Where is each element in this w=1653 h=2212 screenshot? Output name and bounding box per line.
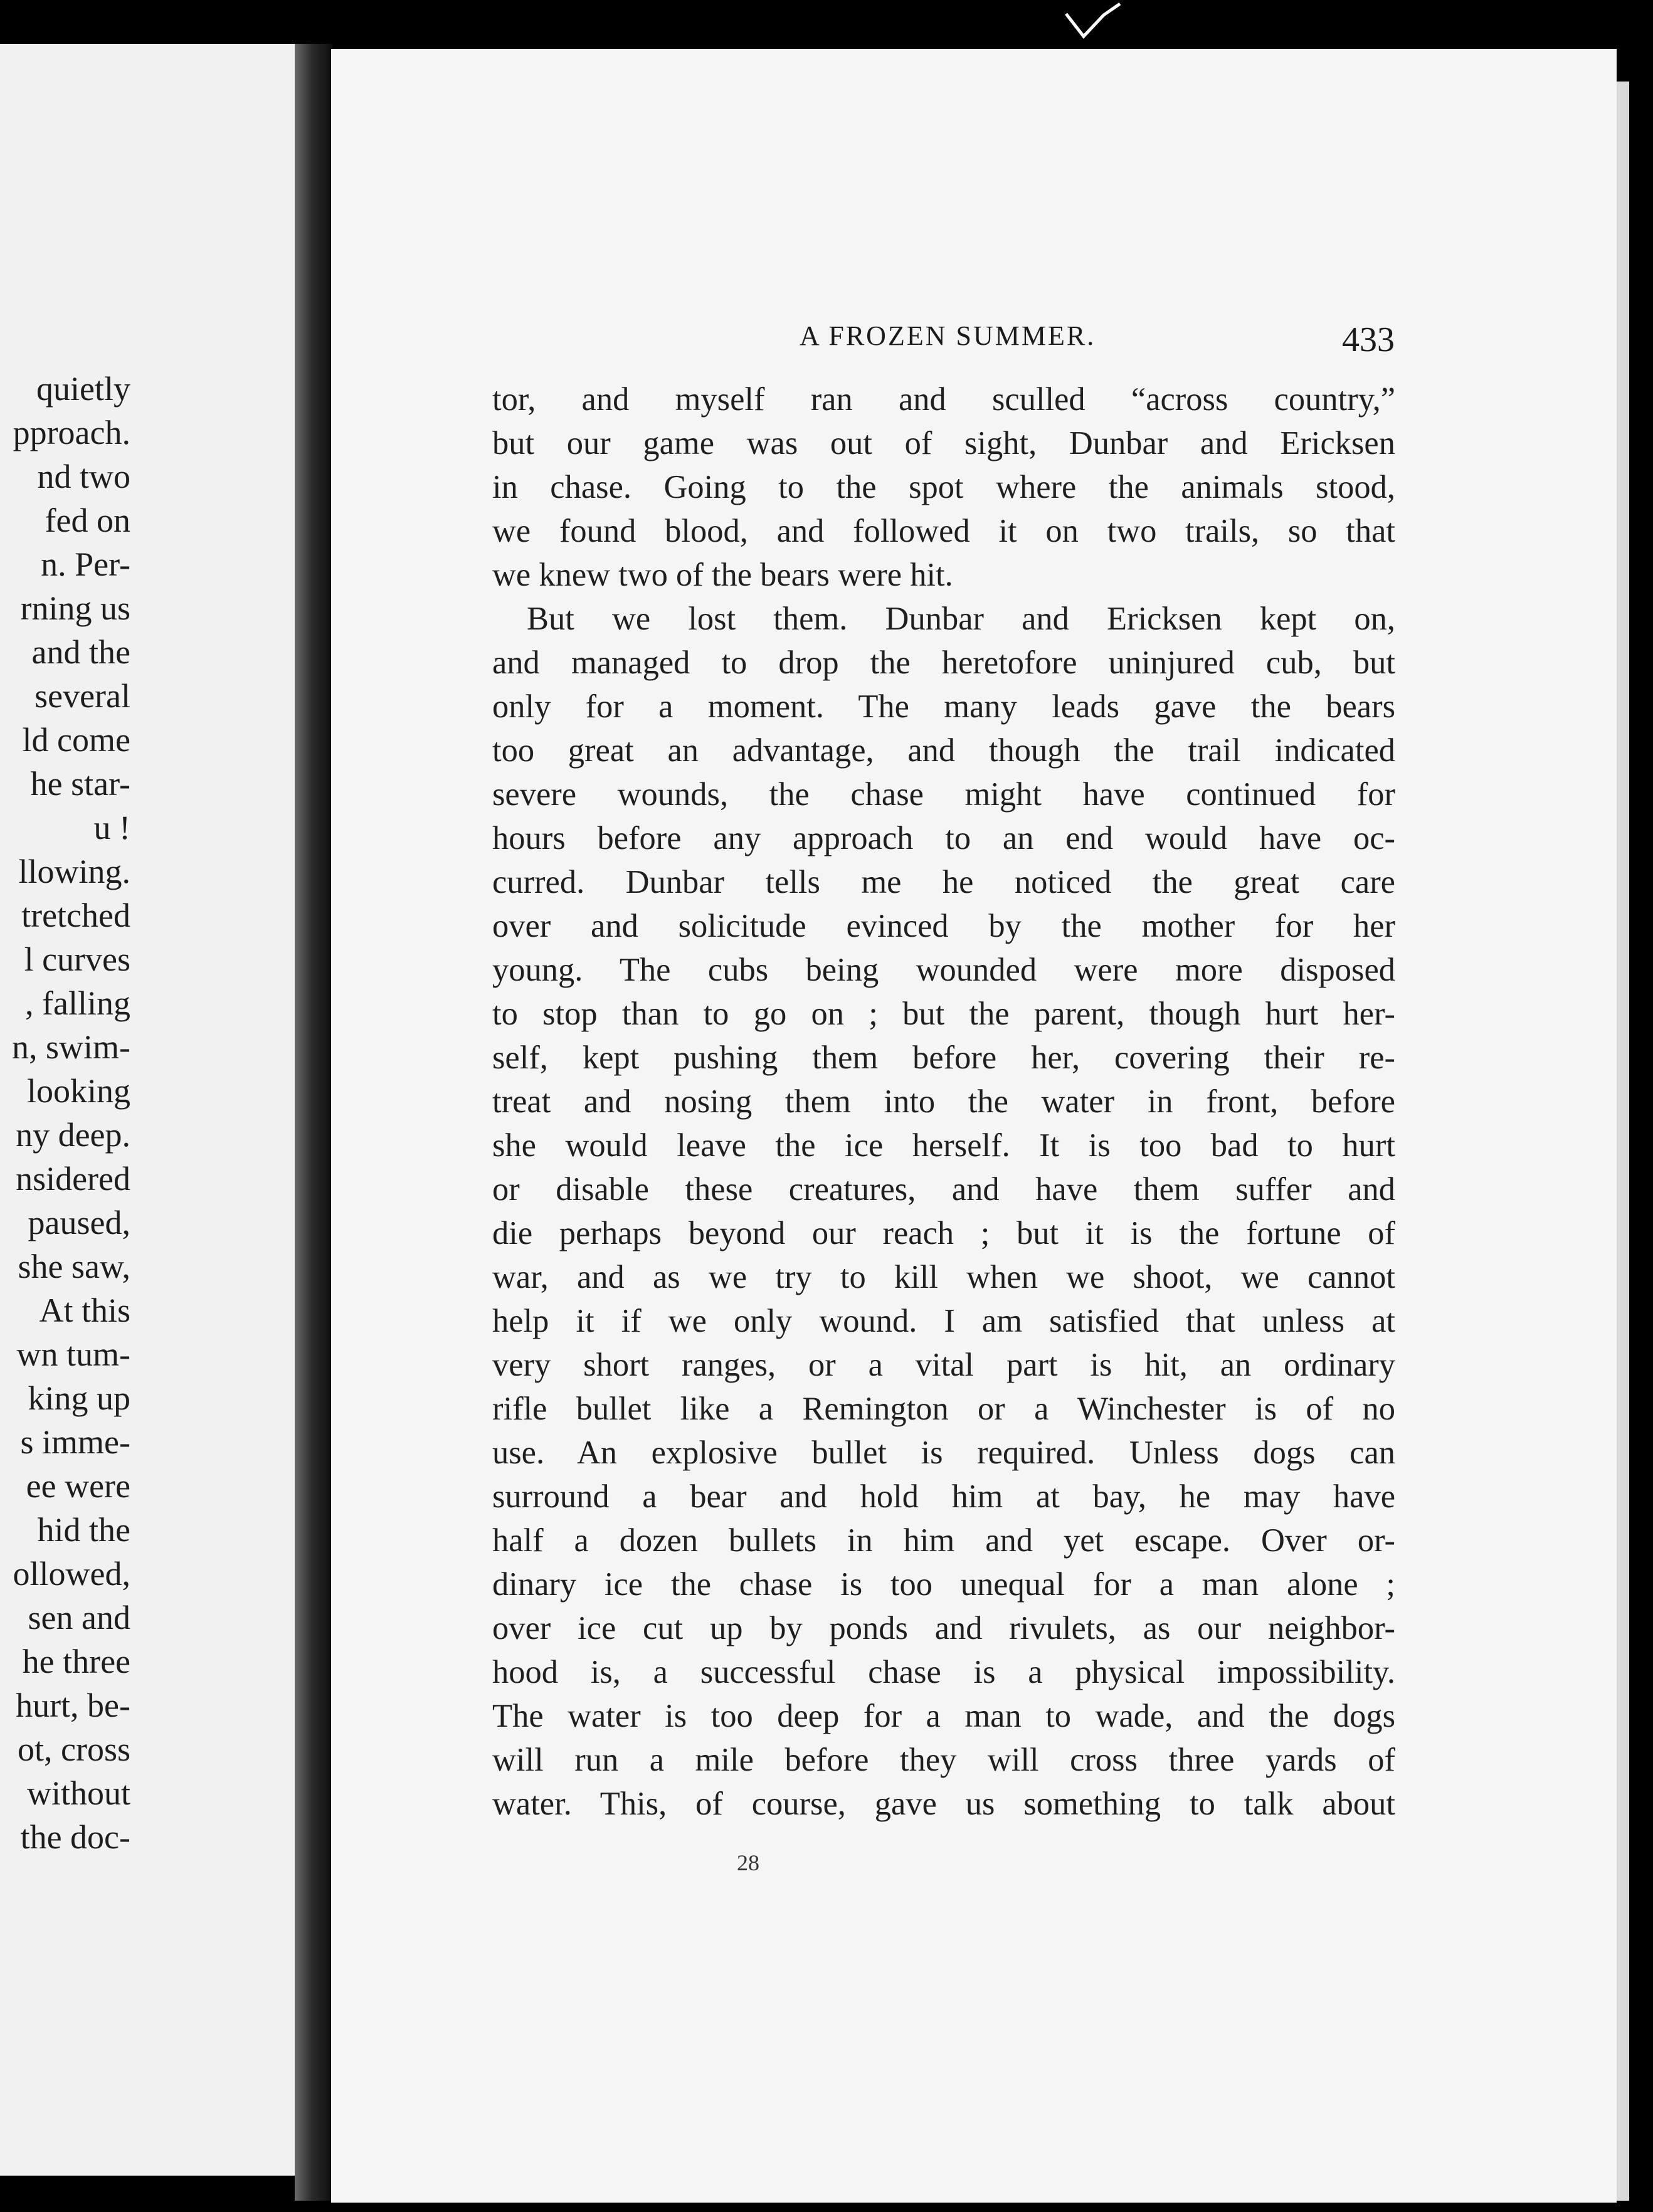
left-page-line: wn tum- bbox=[16, 1335, 130, 1373]
left-page-line: fed on bbox=[45, 502, 130, 539]
left-page-line: sen and bbox=[28, 1599, 130, 1636]
left-page-line: he three bbox=[22, 1643, 130, 1680]
text-line: treat and nosing them into the water in front, before bbox=[492, 1083, 1395, 1120]
left-page-line: hid the bbox=[37, 1511, 130, 1549]
left-page-line: ny deep. bbox=[16, 1116, 130, 1154]
text-line: we knew two of the bears were hit. bbox=[492, 557, 953, 593]
text-line: water. This, of course, gave us something to talk about bbox=[492, 1786, 1395, 1822]
left-page-line: paused, bbox=[28, 1204, 130, 1241]
text-line: she would leave the ice herself. It is too bad to hurt bbox=[492, 1127, 1395, 1164]
text-line: to stop than to go on ; but the parent, though hurt her- bbox=[492, 996, 1395, 1032]
text-line: tor, and myself ran and sculled “across country,” bbox=[492, 381, 1395, 418]
left-page-line: s imme- bbox=[20, 1423, 130, 1461]
text-line: and managed to drop the heretofore uninjured cub, but bbox=[492, 645, 1395, 681]
text-line: curred. Dunbar tells me he noticed the great care bbox=[492, 864, 1395, 900]
text-line: young. The cubs being wounded were more disposed bbox=[492, 952, 1395, 988]
page-number: 433 bbox=[1342, 320, 1395, 359]
left-page-line: looking bbox=[26, 1072, 130, 1110]
scan-check-mark bbox=[1060, 0, 1135, 44]
left-page-line: ollowed, bbox=[13, 1555, 130, 1593]
text-line: rifle bullet like a Remington or a Winchester is of no bbox=[492, 1391, 1395, 1427]
text-line: but our game was out of sight, Dunbar and Ericksen bbox=[492, 425, 1395, 461]
text-line: over ice cut up by ponds and rivulets, as our neighbor- bbox=[492, 1610, 1395, 1646]
left-page-line: quietly bbox=[36, 370, 130, 408]
left-page-line: ld come bbox=[22, 721, 130, 759]
text-line: half a dozen bullets in him and yet escape. Over or- bbox=[492, 1522, 1395, 1559]
left-page-line: At this bbox=[39, 1292, 130, 1329]
text-line: only for a moment. The many leads gave the bears bbox=[492, 688, 1395, 725]
left-page-line: rning us bbox=[20, 589, 130, 627]
left-page-line: several bbox=[34, 677, 130, 715]
left-page-text bbox=[0, 367, 130, 1859]
left-page-line: ee were bbox=[26, 1467, 130, 1505]
left-page-line: llowing. bbox=[18, 853, 130, 890]
left-page-line: he star- bbox=[30, 765, 130, 803]
text-line: in chase. Going to the spot where the animals stood, bbox=[492, 469, 1395, 505]
left-page-line: the doc- bbox=[20, 1818, 130, 1856]
left-page-line: n. Per- bbox=[41, 545, 130, 583]
text-line: hours before any approach to an end would have oc- bbox=[492, 820, 1395, 856]
body-text bbox=[492, 377, 1395, 1826]
left-page-line: ot, cross bbox=[18, 1730, 130, 1768]
running-head: A FROZEN SUMMER. bbox=[800, 320, 1096, 351]
book-gutter bbox=[295, 44, 332, 2201]
left-page-line: without bbox=[26, 1774, 130, 1812]
text-line: surround a bear and hold him at bay, he may have bbox=[492, 1478, 1395, 1515]
paragraph bbox=[492, 597, 1395, 1826]
text-line: war, and as we try to kill when we shoot, we cannot bbox=[492, 1259, 1395, 1295]
left-page-line: king up bbox=[28, 1379, 130, 1417]
page-edge bbox=[1617, 82, 1629, 2201]
left-page-line: nsidered bbox=[16, 1160, 130, 1198]
text-line: The water is too deep for a man to wade, and the dogs bbox=[492, 1698, 1395, 1734]
left-page-line: n, swim- bbox=[12, 1028, 130, 1066]
left-page-line: u ! bbox=[93, 809, 130, 846]
left-page-line: , falling bbox=[25, 984, 130, 1022]
text-line: will run a mile before they will cross three yards of bbox=[492, 1742, 1395, 1778]
signature-mark: 28 bbox=[737, 1850, 759, 1875]
text-line: hood is, a successful chase is a physical impossibility. bbox=[492, 1654, 1395, 1690]
paragraph bbox=[492, 377, 1395, 597]
text-line: over and solicitude evinced by the mother for her bbox=[492, 908, 1395, 944]
left-page-line: pproach. bbox=[13, 414, 130, 451]
text-line: or disable these creatures, and have them suffer and bbox=[492, 1171, 1395, 1208]
left-page-line: hurt, be- bbox=[16, 1687, 130, 1724]
left-page-line: l curves bbox=[24, 940, 130, 978]
text-line: self, kept pushing them before her, covering their re- bbox=[492, 1040, 1395, 1076]
left-page-line: she saw, bbox=[18, 1248, 130, 1285]
text-line: help it if we only wound. I am satisfied that unless at bbox=[492, 1303, 1395, 1339]
text-line: die perhaps beyond our reach ; but it is the fortune of bbox=[492, 1215, 1395, 1251]
text-line: we found blood, and followed it on two trails, so that bbox=[492, 513, 1395, 549]
text-line: use. An explosive bullet is required. Unless dogs can bbox=[492, 1435, 1395, 1471]
text-line: severe wounds, the chase might have continued for bbox=[492, 776, 1395, 813]
left-facing-page bbox=[0, 44, 295, 2176]
left-page-line: and the bbox=[31, 633, 130, 671]
text-line: But we lost them. Dunbar and Ericksen kept on, bbox=[527, 601, 1395, 637]
text-line: dinary ice the chase is too unequal for a man alone ; bbox=[492, 1566, 1395, 1603]
text-line: too great an advantage, and though the trail indicated bbox=[492, 732, 1395, 769]
left-page-line: tretched bbox=[21, 897, 130, 934]
left-page-line: nd two bbox=[37, 458, 130, 495]
text-line: very short ranges, or a vital part is hit, an ordinary bbox=[492, 1347, 1395, 1383]
